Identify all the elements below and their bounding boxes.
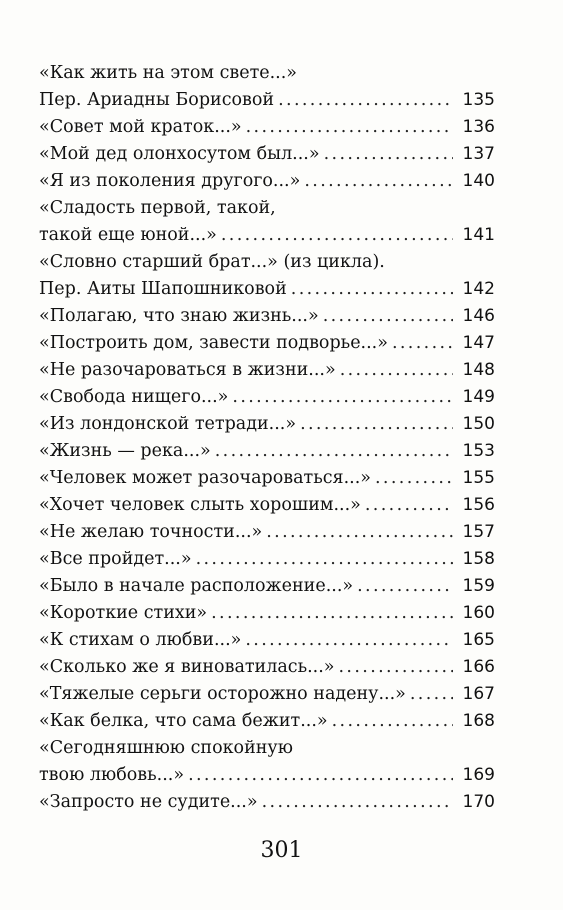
toc-entry-title: «Свобода нищего...» xyxy=(39,387,229,407)
toc-entry-page-number: 148 xyxy=(462,360,495,380)
dot-leader xyxy=(278,87,453,114)
toc-entry-title: «Запросто не судите...» xyxy=(39,792,258,812)
toc-entry-title: «Я из поколения другого...» xyxy=(39,171,301,191)
dot-leader xyxy=(262,789,453,816)
toc-entry-page-number: 140 xyxy=(462,171,495,191)
toc-entry-page-number: 166 xyxy=(462,657,495,677)
toc-entry xyxy=(39,681,495,708)
dot-leader xyxy=(291,276,453,303)
toc-entry-title: «Сколько же я виноватилась...» xyxy=(39,657,335,677)
toc-entry xyxy=(39,357,495,384)
toc-entry xyxy=(39,465,495,492)
toc-entry xyxy=(39,276,495,303)
dot-leader xyxy=(392,330,453,357)
toc-entry xyxy=(39,654,495,681)
dot-leader xyxy=(215,438,453,465)
toc-entry-title: Пер. Аиты Шапошниковой xyxy=(39,279,287,299)
toc-entry-page-number: 160 xyxy=(462,603,495,623)
toc-entry-page-number: 149 xyxy=(462,387,495,407)
dot-leader xyxy=(339,654,454,681)
toc-entry-title: «Короткие стихи» xyxy=(39,603,208,623)
dot-leader xyxy=(340,357,453,384)
toc-entry xyxy=(39,627,495,654)
toc-entry-title: «Совет мой краток...» xyxy=(39,117,242,137)
toc-entry-title: «Жизнь — река...» xyxy=(39,441,211,461)
toc-entry xyxy=(39,114,495,141)
toc-entry xyxy=(39,168,495,195)
dot-leader xyxy=(410,681,453,708)
toc-entry-title: «Мой дед олонхосутом был...» xyxy=(39,144,320,164)
dot-leader xyxy=(300,411,453,438)
toc-entry xyxy=(39,330,495,357)
toc-entry-page-number: 141 xyxy=(462,225,495,245)
toc-entry xyxy=(39,708,495,735)
dot-leader xyxy=(365,492,453,519)
toc-entry-page-number: 142 xyxy=(462,279,495,299)
toc-entry-page-number: 155 xyxy=(462,468,495,488)
dot-leader xyxy=(211,600,453,627)
toc-entry xyxy=(39,735,495,762)
toc-entry-title: «Сладость первой, такой, xyxy=(39,198,276,218)
toc-entry-page-number: 153 xyxy=(462,441,495,461)
toc-entry xyxy=(39,60,495,87)
table-of-contents xyxy=(39,60,495,816)
toc-entry xyxy=(39,303,495,330)
toc-entry xyxy=(39,600,495,627)
toc-entry-title: «Как белка, что сама бежит...» xyxy=(39,711,328,731)
toc-entry xyxy=(39,762,495,789)
toc-entry-title: «Сегодняшнюю спокойную xyxy=(39,738,293,758)
toc-entry-title: «Из лондонской тетради...» xyxy=(39,414,297,434)
toc-entry xyxy=(39,249,495,276)
toc-entry xyxy=(39,573,495,600)
toc-entry-title: «Человек может разочароваться...» xyxy=(39,468,371,488)
dot-leader xyxy=(323,303,453,330)
toc-entry-page-number: 156 xyxy=(462,495,495,515)
toc-entry-page-number: 136 xyxy=(462,117,495,137)
toc-entry-title: «Хочет человек слыть хорошим...» xyxy=(39,495,361,515)
toc-entry-title: такой еще юной...» xyxy=(39,225,217,245)
page-number: 301 xyxy=(260,838,303,863)
toc-entry-page-number: 157 xyxy=(462,522,495,542)
toc-entry-page-number: 146 xyxy=(462,306,495,326)
dot-leader xyxy=(221,222,453,249)
toc-entry xyxy=(39,789,495,816)
toc-entry-title: твою любовь...» xyxy=(39,765,185,785)
dot-leader xyxy=(304,168,453,195)
toc-entry xyxy=(39,411,495,438)
toc-entry-page-number: 169 xyxy=(462,765,495,785)
toc-entry xyxy=(39,87,495,114)
toc-entry-title: «Все пройдет...» xyxy=(39,549,192,569)
toc-entry xyxy=(39,222,495,249)
toc-entry-page-number: 168 xyxy=(462,711,495,731)
toc-entry-title: «К стихам о любви...» xyxy=(39,630,242,650)
dot-leader xyxy=(266,519,453,546)
toc-entry xyxy=(39,519,495,546)
dot-leader xyxy=(188,762,453,789)
toc-entry xyxy=(39,195,495,222)
toc-entry-page-number: 135 xyxy=(462,90,495,110)
toc-entry-page-number: 159 xyxy=(462,576,495,596)
dot-leader xyxy=(324,141,453,168)
toc-entry xyxy=(39,492,495,519)
toc-entry-page-number: 147 xyxy=(462,333,495,353)
toc-entry-title: «Не разочароваться в жизни...» xyxy=(39,360,336,380)
toc-entry-title: «Словно старший брат...» (из цикла). xyxy=(39,252,385,272)
toc-entry xyxy=(39,546,495,573)
toc-entry-title: «Построить дом, завести подворье...» xyxy=(39,333,388,353)
toc-entry-title: Пер. Ариадны Борисовой xyxy=(39,90,275,110)
dot-leader xyxy=(332,708,453,735)
toc-entry-page-number: 167 xyxy=(462,684,495,704)
toc-entry xyxy=(39,141,495,168)
toc-entry-page-number: 137 xyxy=(462,144,495,164)
dot-leader xyxy=(232,384,453,411)
dot-leader xyxy=(245,627,453,654)
dot-leader xyxy=(246,114,453,141)
toc-entry-page-number: 165 xyxy=(462,630,495,650)
dot-leader xyxy=(375,465,453,492)
toc-entry-page-number: 150 xyxy=(462,414,495,434)
toc-entry-title: «Тяжелые серьги осторожно надену...» xyxy=(39,684,406,704)
dot-leader xyxy=(357,573,453,600)
toc-entry-title: «Полагаю, что знаю жизнь...» xyxy=(39,306,319,326)
toc-entry-title: «Было в начале расположение...» xyxy=(39,576,354,596)
toc-entry xyxy=(39,438,495,465)
toc-entry-title: «Не желаю точности...» xyxy=(39,522,263,542)
dot-leader xyxy=(196,546,453,573)
toc-entry-page-number: 158 xyxy=(462,549,495,569)
toc-entry xyxy=(39,384,495,411)
toc-entry-title: «Как жить на этом свете...» xyxy=(39,63,298,83)
toc-entry-page-number: 170 xyxy=(462,792,495,812)
